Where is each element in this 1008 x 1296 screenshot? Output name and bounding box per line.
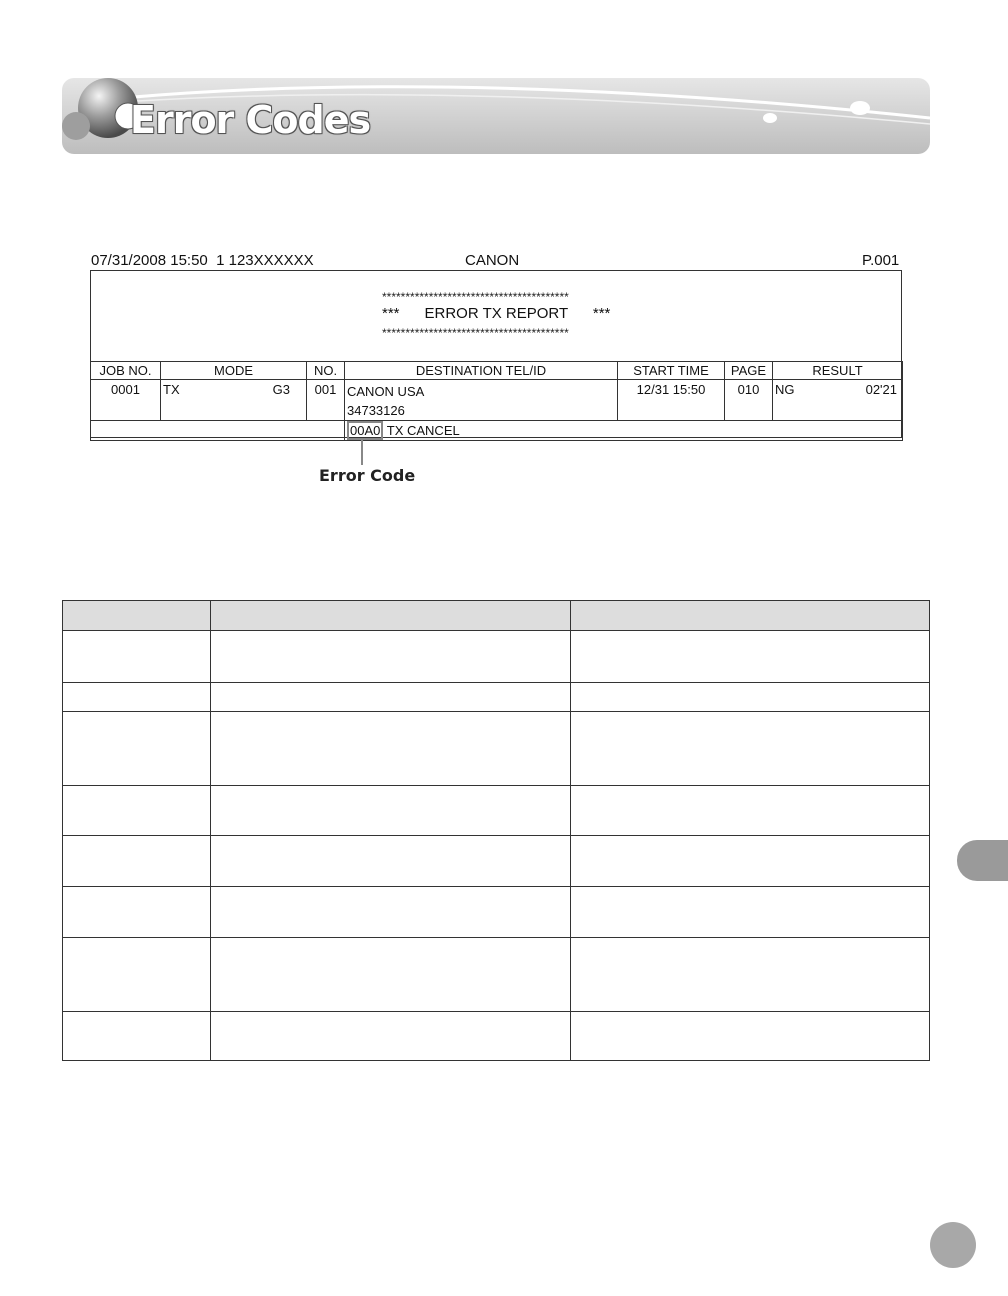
- col-no: NO.: [307, 362, 345, 380]
- cell-destination-name: CANON USA: [347, 384, 425, 399]
- report-stars-bottom: ****************************************: [382, 326, 569, 340]
- col-page: PAGE: [725, 362, 773, 380]
- table-cell: [63, 786, 211, 836]
- table-cell: [63, 631, 211, 683]
- cell-mode-type: G3: [272, 382, 290, 397]
- table-row: [63, 712, 930, 786]
- table-cell: [211, 1012, 571, 1061]
- cell-destination: [345, 380, 618, 421]
- table-cell: [63, 938, 211, 1012]
- cell-mode-value: TX: [163, 382, 180, 397]
- col-job-no: JOB NO.: [91, 362, 161, 380]
- report-header-sender: CANON: [465, 252, 520, 269]
- page-number-badge: [930, 1222, 976, 1268]
- col-destination: DESTINATION TEL/ID: [345, 362, 618, 380]
- table-cell: [211, 786, 571, 836]
- header-cell: [571, 601, 930, 631]
- table-row: [63, 1012, 930, 1061]
- table-cell: [571, 887, 930, 938]
- table-row: [63, 786, 930, 836]
- page-title: Error Codes: [130, 98, 371, 142]
- table-cell: [63, 683, 211, 712]
- table-row: [63, 887, 930, 938]
- report-error-row: [91, 421, 903, 441]
- table-cell: [211, 938, 571, 1012]
- error-code-label: Error Code: [319, 466, 416, 485]
- error-row-content: [345, 421, 903, 441]
- report-table-header: [91, 362, 903, 380]
- table-row: [63, 683, 930, 712]
- cell-mode: [161, 380, 307, 421]
- error-codes-table: [62, 600, 930, 1061]
- error-table-header: [63, 601, 930, 631]
- error-text: TX CANCEL: [386, 423, 460, 438]
- header-cell: [211, 601, 571, 631]
- error-code-pointer: [361, 439, 363, 465]
- report-row: [91, 380, 903, 421]
- table-cell: [571, 836, 930, 887]
- cell-result: [773, 380, 903, 421]
- cell-start-time: 12/31 15:50: [618, 380, 725, 421]
- table-row: [63, 938, 930, 1012]
- table-cell: [211, 712, 571, 786]
- col-result: RESULT: [773, 362, 903, 380]
- table-cell: [211, 887, 571, 938]
- table-cell: [63, 887, 211, 938]
- cell-destination-id: 34733126: [347, 403, 405, 418]
- report-header-page: P.001: [862, 252, 900, 269]
- cell-job-no: 0001: [91, 380, 161, 421]
- table-cell: [571, 631, 930, 683]
- table-cell: [63, 712, 211, 786]
- table-cell: [211, 683, 571, 712]
- table-cell: [63, 1012, 211, 1061]
- cell-page: 010: [725, 380, 773, 421]
- report-title: *** ERROR TX REPORT ***: [382, 305, 611, 322]
- chapter-tab: [957, 840, 1008, 881]
- col-mode: MODE: [161, 362, 307, 380]
- header-cell: [63, 601, 211, 631]
- cell-result-time: 02'21: [865, 382, 897, 397]
- table-row: [63, 836, 930, 887]
- table-cell: [571, 938, 930, 1012]
- error-code-highlight: 00A0: [347, 421, 383, 440]
- col-start-time: START TIME: [618, 362, 725, 380]
- table-cell: [571, 1012, 930, 1061]
- cell-result-value: NG: [775, 382, 795, 397]
- table-cell: [211, 631, 571, 683]
- table-row: [63, 631, 930, 683]
- table-cell: [63, 836, 211, 887]
- table-cell: [571, 683, 930, 712]
- table-cell: [211, 836, 571, 887]
- table-cell: [571, 786, 930, 836]
- table-cell: [571, 712, 930, 786]
- cell-no: 001: [307, 380, 345, 421]
- report-table: [90, 361, 903, 441]
- report-stars-top: ****************************************: [382, 290, 569, 304]
- error-row-blank: [91, 421, 345, 441]
- report-header-datetime: 07/31/2008 15:50 1 123XXXXXX: [91, 252, 314, 269]
